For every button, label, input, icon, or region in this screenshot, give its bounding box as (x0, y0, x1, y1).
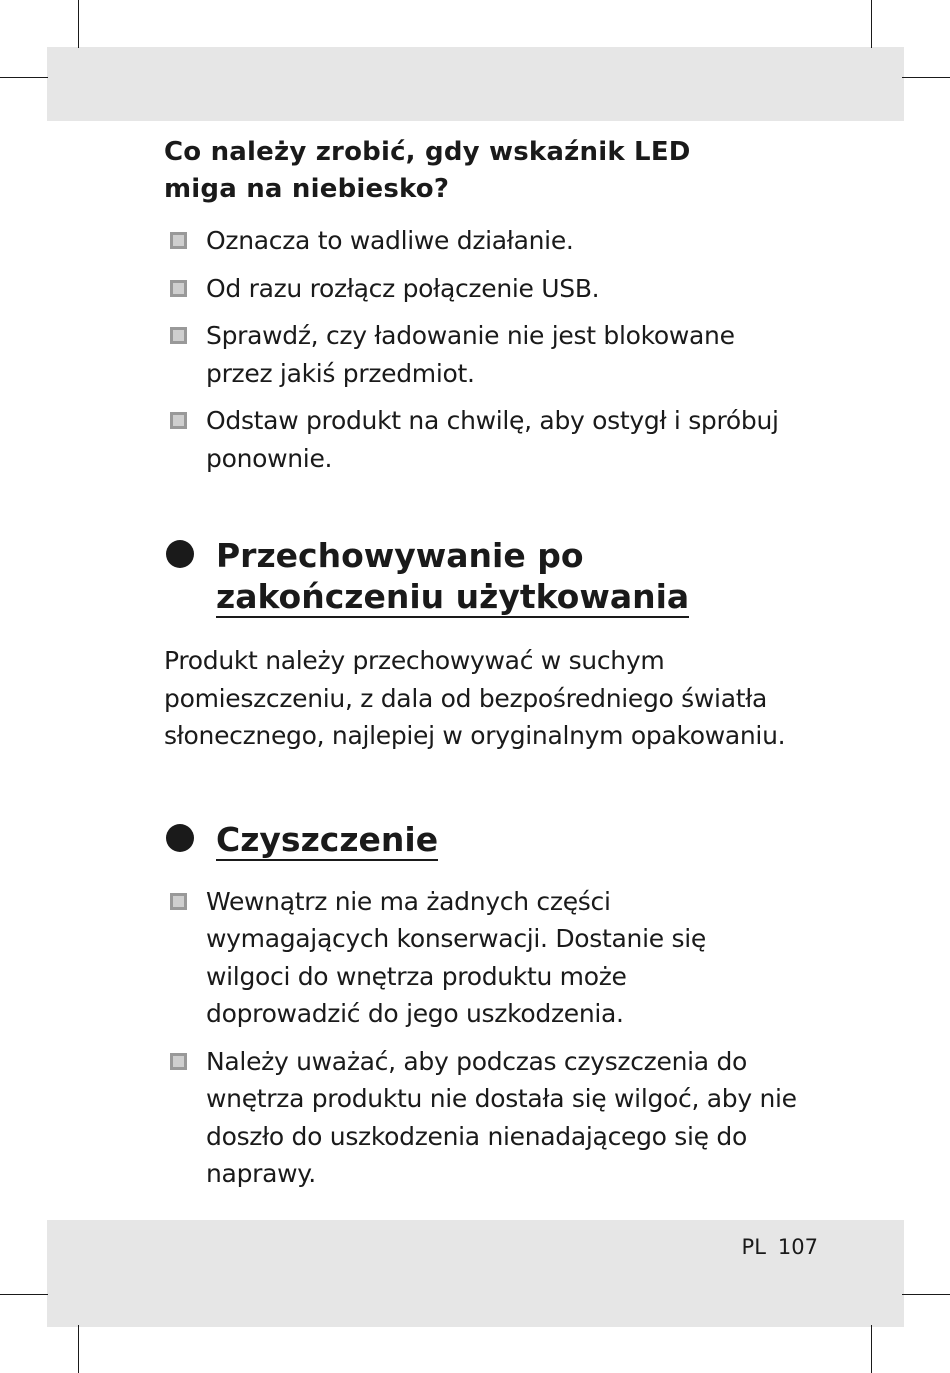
section-bullet-icon (166, 540, 194, 568)
language-code: PL (741, 1235, 766, 1259)
header-band (47, 47, 904, 121)
crop-mark (902, 77, 950, 78)
square-bullet-icon (170, 280, 187, 297)
page-content (164, 134, 844, 1203)
page-footer (742, 1235, 818, 1259)
list-item: Sprawdź, czy ładowanie nie jest blokowane przez jakiś przedmiot. (164, 317, 786, 392)
section-bullet-icon (166, 824, 194, 852)
crop-mark (78, 1325, 79, 1373)
crop-mark (902, 1294, 950, 1295)
crop-mark (871, 0, 872, 48)
cleaning-list (164, 883, 844, 1193)
storage-section-heading (164, 535, 844, 618)
storage-title-line1: Przechowywanie po (216, 536, 584, 575)
crop-mark (0, 77, 48, 78)
page-number: 107 (777, 1235, 818, 1259)
crop-mark (0, 1294, 48, 1295)
list-item: Od razu rozłącz połączenie USB. (164, 270, 844, 308)
square-bullet-icon (170, 1053, 187, 1070)
square-bullet-icon (170, 412, 187, 429)
list-item: Odstaw produkt na chwilę, aby ostygł i spróbuj ponownie. (164, 402, 844, 477)
list-item: Należy uważać, aby podczas czyszczenia do wnętrza produktu nie dostała się wilgoć, aby nie doszło do uszkodzenia nienadającego się do naprawy. (164, 1043, 806, 1193)
cleaning-title: Czyszczenie (216, 819, 439, 859)
list-item: Wewnątrz nie ma żadnych części wymagających konserwacji. Dostanie się wilgoci do wnętrza produktu może doprowadzić do jego uszkodzenia. (164, 883, 706, 1033)
square-bullet-icon (170, 893, 187, 910)
storage-title-line2: zakończeniu użytkowania (216, 577, 690, 616)
troubleshoot-list (164, 222, 844, 477)
crop-mark (871, 1325, 872, 1373)
list-item: Oznacza to wadliwe działanie. (164, 222, 844, 260)
crop-mark (78, 0, 79, 48)
storage-text: Produkt należy przechowywać w suchym pomieszczeniu, z dala od bezpośredniego światła słonecznego, najlepiej w oryginalnym opakowaniu. (164, 646, 786, 750)
cleaning-section-heading (164, 819, 844, 861)
troubleshoot-heading: Co należy zrobić, gdy wskaźnik LED miga na niebiesko? (164, 137, 691, 204)
square-bullet-icon (170, 232, 187, 249)
square-bullet-icon (170, 327, 187, 344)
